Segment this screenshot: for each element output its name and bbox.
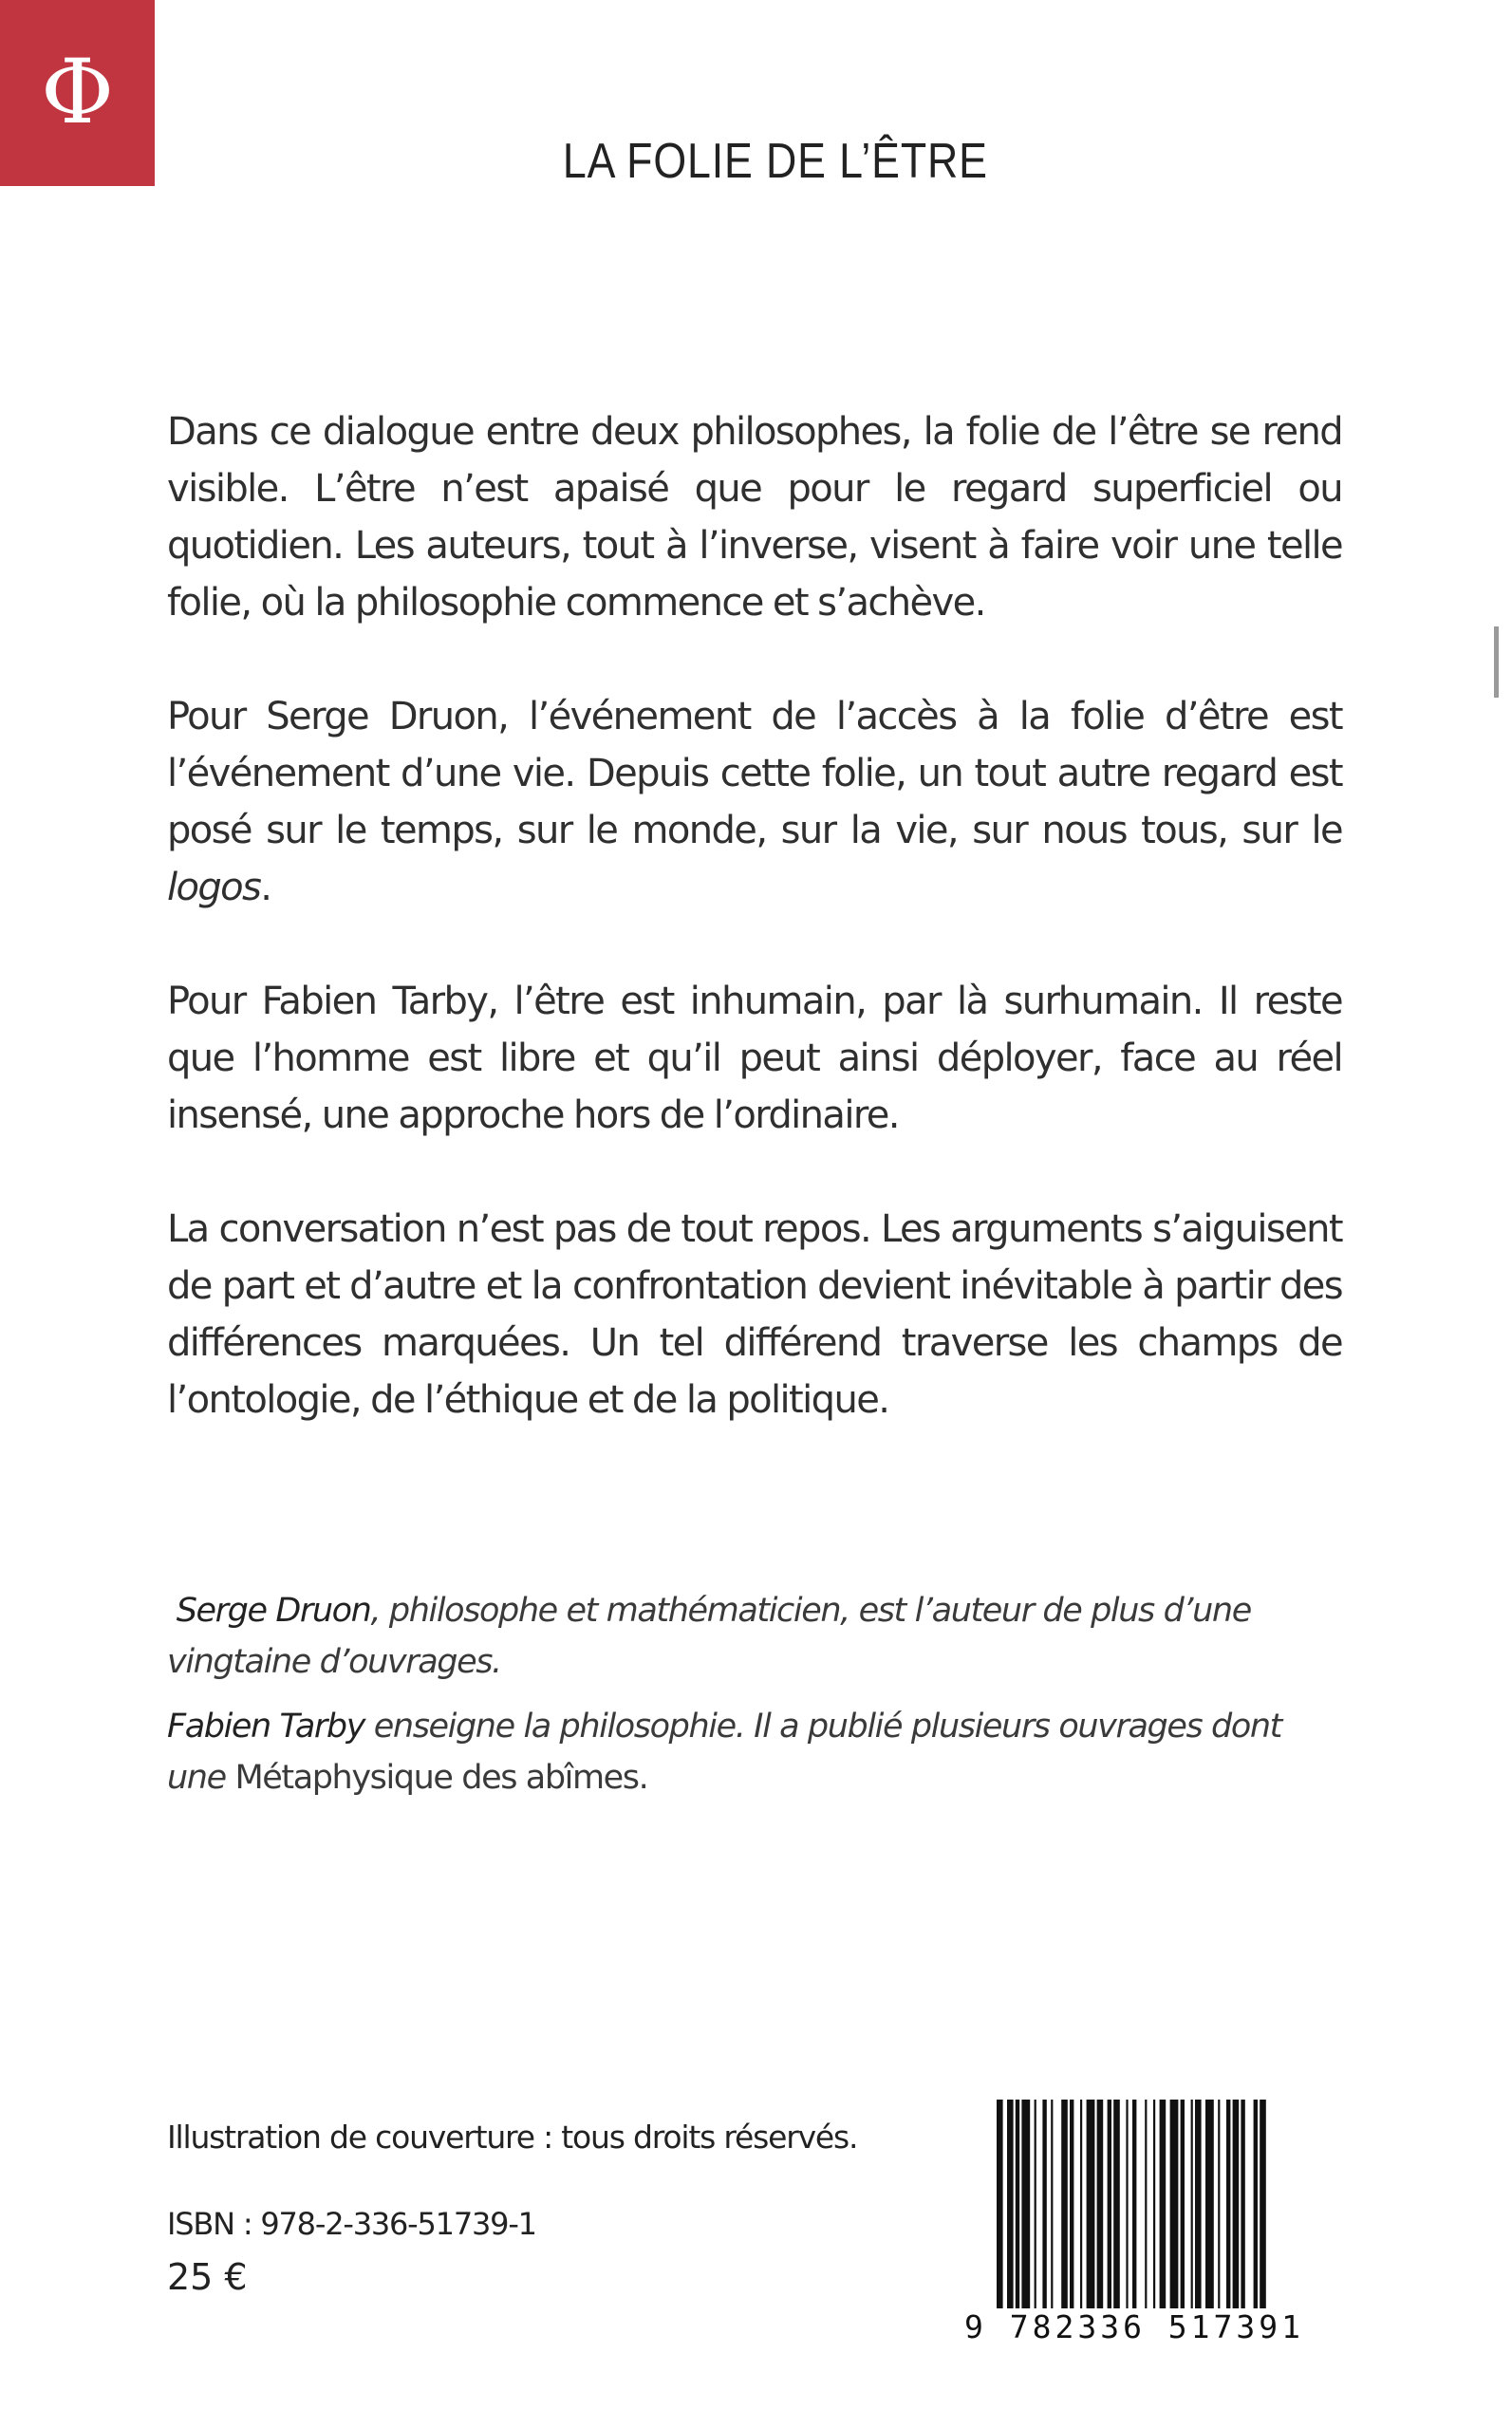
- barcode-bar: [1226, 2100, 1230, 2310]
- isbn: ISBN : 978-2-336-51739-1: [167, 2206, 536, 2242]
- barcode-bar: [1153, 2100, 1155, 2310]
- summary-paragraph-4: La conversation n’est pas de tout repos. Les arguments s’aiguisent de part et d’autre et la confrontation devient inévitable à partir des différences marquées. Un tel différend traverse les champs de l’ontologie, de l’éthique et de la politique.: [167, 1207, 1342, 1422]
- barcode-bar: [1007, 2100, 1014, 2320]
- summary-paragraph-2: [167, 688, 1342, 916]
- cover-credit: Illustration de couverture : tous droits réservés.: [167, 2119, 858, 2156]
- author-name-2: Fabien Tarby: [167, 1708, 365, 1746]
- barcode-bar: [1195, 2100, 1202, 2310]
- summary-paragraph-3: Pour Fabien Tarby, l’être est inhumain, par là surhumain. Il reste que l’homme est libre et qu’il peut ainsi déployer, face au réel insensé, une approche hors de l’ordinaire.: [167, 980, 1342, 1137]
- barcode-bar: [1241, 2100, 1244, 2310]
- barcode-bar: [1016, 2100, 1019, 2310]
- summary-p2-text: Pour Serge Druon, l’événement de l’accès à la folie d’être est l’événement d’une vie. Depuis cette folie, un tout autre regard est posé sur le temps, sur le monde, sur la vie, sur nous tous, sur le: [167, 695, 1342, 852]
- barcode-bar: [1051, 2100, 1053, 2310]
- barcode-bar: [1181, 2100, 1185, 2310]
- barcode-bar: [1260, 2100, 1266, 2320]
- barcode-bar: [1070, 2100, 1073, 2310]
- bio-text-1: , philosophe et mathématicien, est l’auteur de plus d’une vingtaine d’ouvrages.: [167, 1592, 1251, 1681]
- barcode-bar: [1205, 2100, 1214, 2310]
- barcode-bar: [1042, 2100, 1046, 2310]
- barcode-bar: [1126, 2100, 1128, 2310]
- barcode-bar: [1132, 2100, 1136, 2320]
- barcode-bar: [1061, 2100, 1068, 2310]
- barcode-bar: [1108, 2100, 1111, 2310]
- summary-p2-end: .: [260, 866, 271, 909]
- barcode-bar: [1145, 2100, 1147, 2310]
- phi-logo-icon: Φ: [40, 41, 115, 144]
- summary-p2-italic: logos: [167, 866, 261, 909]
- barcode-bar: [1254, 2100, 1258, 2310]
- edge-mark: [1494, 626, 1499, 698]
- barcode-bar: [1080, 2100, 1082, 2310]
- barcode-digits: 9 782336 517391: [959, 2308, 1363, 2345]
- barcode-bar: [1233, 2100, 1240, 2310]
- barcode-bar: [997, 2100, 1003, 2320]
- barcode-bar: [1035, 2100, 1036, 2310]
- barcode-bar: [1218, 2100, 1220, 2310]
- bio-book-title: Métaphysique des abîmes.: [234, 1759, 648, 1797]
- barcode-bar: [1087, 2100, 1095, 2310]
- barcode-bar: [1170, 2100, 1179, 2310]
- barcode-bar: [1021, 2100, 1030, 2310]
- barcode-bars: [959, 2100, 1357, 2320]
- bio-text-2: enseigne la philosophie. Il a publié plusieurs ouvrages dont une: [167, 1708, 1281, 1797]
- book-title: LA FOLIE DE L’ÊTRE: [562, 134, 988, 189]
- bio-fabien-tarby: [167, 1701, 1342, 1803]
- barcode-bar: [1191, 2100, 1193, 2310]
- barcode-bar: [1097, 2100, 1104, 2310]
- author-name-1: Serge Druon: [176, 1592, 371, 1630]
- publisher-logo: [0, 0, 155, 186]
- author-bios: [167, 1585, 1342, 1817]
- price: 25 €: [167, 2256, 248, 2298]
- bio-serge-druon: [167, 1585, 1342, 1688]
- barcode: [959, 2100, 1357, 2345]
- summary-paragraph-1: Dans ce dialogue entre deux philosophes, la folie de l’être se rend visible. L’être n’est apaisé que pour le regard superficiel ou quotidien. Les auteurs, tout à l’inverse, visent à faire voir une telle folie, où la philosophie commence et s’achève.: [167, 410, 1342, 625]
- barcode-bar: [1160, 2100, 1167, 2310]
- barcode-bar: [1113, 2100, 1120, 2310]
- back-cover-summary: [167, 403, 1342, 1485]
